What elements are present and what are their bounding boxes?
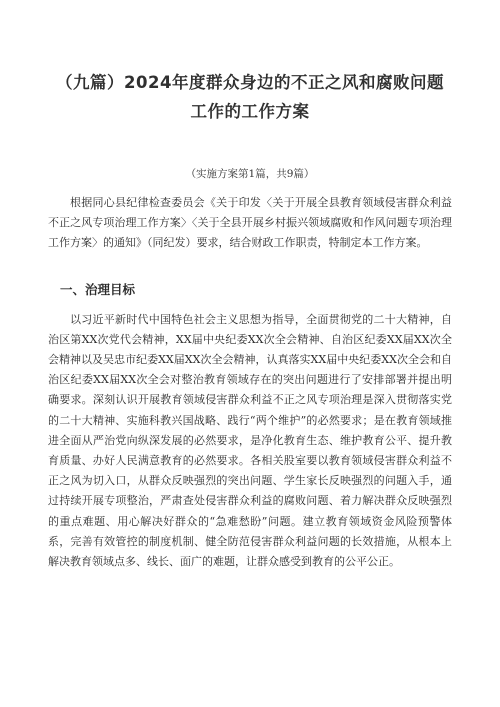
title-line-2: 工作的工作方案 xyxy=(190,102,310,121)
intro-paragraph: 根据同心县纪律检查委员会《关于印发〈关于开展全县教育领域侵害群众利益不正之风专项治理工作方案〉〈关于全县开展乡村振兴领域腐败和作风问题专项治理工作方案〉的通知》（同纪发）要求，结合财政工作职责，特制定本工作方案。 xyxy=(48,196,452,250)
section-heading: 一、治理目标 xyxy=(60,281,136,297)
document-subtitle: （实施方案第1篇，共9篇） xyxy=(185,168,315,180)
title-line-1: （九篇）2024年度群众身边的不正之风和腐败问题 xyxy=(56,73,444,92)
section-body-paragraph: 以习近平新时代中国特色社会主义思想为指导，全面贯彻党的二十大精神，自治区第XX次党代会精神，XX届中央纪委XX次全会精神、自治区纪委XX届XX次全会精神以及吴忠市纪委XX届XX次全会精神，认真落实XX届中央纪委XX次全会和自治区纪委XX届XX次全会对整治教育领域存在的突出问题进行了安排部署并提出明确要求。深刻认识开展教育领域侵害群众利益不正之风专项治理是深入贯彻落实党的二十大精神、实施科教兴国战略、践行“两个维护”的必然要求；是在教育领域推进全面从严治党向纵深发展的必然要求，是净化教育生态、维护教育公平、提升教育质量、办好人民满意教育的必然要求。各相关股室要以教育领域侵害群众利益不正之风为切入口，从群众反映强烈的突出问题、学生家长反映强烈的问题入手，通过持续开展专项整治，严肃查处侵害群众利益的腐败问题、着力解决群众反映强烈的重点难题、用心解决好群众的“急难愁盼”问题。建立教育领域资金风险预警体系，完善有效管控的制度机制、健全防范侵害群众利益问题的长效措施，从根本上解决教育领域点多、线长、面广的难题，让群众感受到教育的公平公正。 xyxy=(48,312,452,569)
document-title xyxy=(48,68,452,126)
